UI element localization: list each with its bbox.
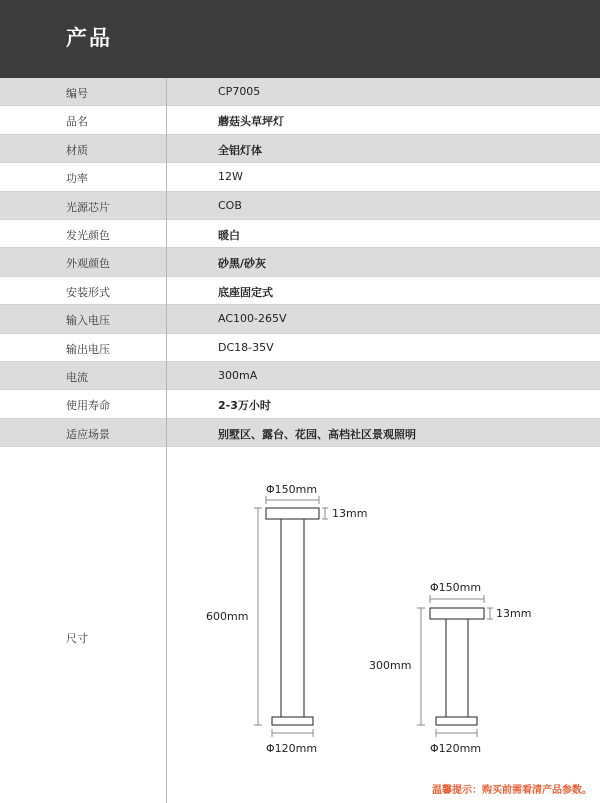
page-title: 产品	[66, 26, 112, 50]
tall-cap-height: 13mm	[332, 507, 368, 520]
short-lamp-cap	[430, 608, 484, 619]
short-lamp-base	[436, 717, 477, 725]
row-value: 底座固定式	[218, 285, 273, 299]
row-value: 12W	[218, 170, 243, 184]
row-label: 编号	[66, 87, 88, 100]
row-value: DC18-35V	[218, 340, 274, 354]
row-label: 功率	[66, 172, 88, 186]
row-label: 发光颜色	[66, 228, 110, 242]
row-value: AC100-265V	[218, 312, 287, 326]
row-label: 输入电压	[66, 314, 110, 328]
row-label: 输出电压	[66, 342, 110, 356]
size-label: 尺寸	[66, 632, 88, 645]
row-value: 全铝灯体	[218, 143, 262, 157]
purchase-note: 温馨提示：购买前需看清产品参数。	[432, 785, 592, 796]
row-label: 材质	[66, 143, 88, 157]
row-value: 砂黑/砂灰	[218, 257, 267, 271]
tall-base-diameter: Φ120mm	[266, 742, 318, 755]
short-cap-height: 13mm	[496, 607, 532, 620]
tall-lamp-pole	[281, 519, 304, 717]
short-lamp-pole	[446, 619, 468, 717]
tall-lamp	[254, 496, 328, 737]
row-value: CP7005	[218, 85, 261, 98]
row-value: 蘑菇头草坪灯	[218, 115, 284, 129]
row-label: 适应场景	[66, 427, 110, 441]
row-label: 电流	[66, 370, 88, 384]
short-base-diameter: Φ120mm	[430, 742, 482, 755]
short-top-diameter: Φ150mm	[430, 581, 482, 594]
row-value: 300mA	[218, 368, 258, 382]
row-value: 别墅区、露台、花园、高档社区景观照明	[218, 427, 416, 441]
tall-lamp-base	[272, 717, 313, 725]
short-lamp	[417, 595, 493, 737]
row-label: 外观颜色	[66, 257, 110, 271]
row-label: 光源芯片	[66, 200, 110, 214]
tall-lamp-cap	[266, 508, 319, 519]
short-height: 300mm	[369, 659, 412, 672]
row-label: 使用寿命	[66, 399, 110, 413]
row-label: 安装形式	[66, 285, 110, 299]
tall-top-diameter: Φ150mm	[266, 483, 318, 496]
tall-height: 600mm	[206, 610, 249, 623]
row-value: COB	[218, 198, 242, 212]
row-label: 品名	[66, 115, 88, 129]
row-value: 2-3万小时	[218, 399, 271, 413]
row-value: 暖白	[218, 228, 240, 242]
